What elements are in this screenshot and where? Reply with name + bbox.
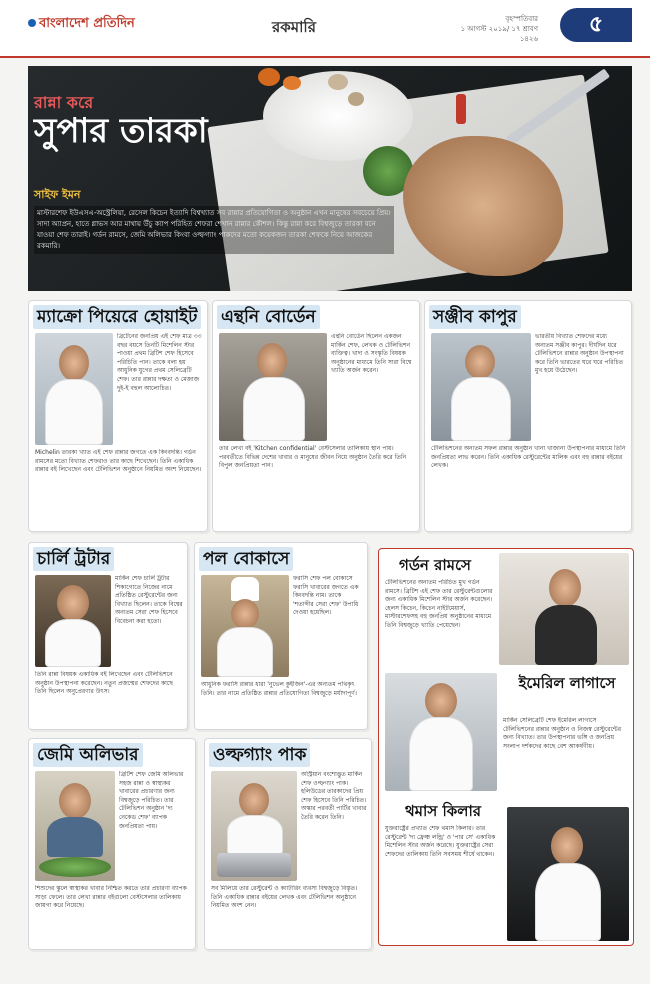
chef-text-lagasse: মার্কিন সেলিব্রেটি শেফ ইমেরিল লাগাসে টেলিভিশনের রান্নার অনুষ্ঠান ও নিজস্ব রেস্টুরেন্টের জন্য বিখ্যাত। তার উপস্থাপনার ভঙ্গি ও জনপ্রিয় সংলাপ দর্শকদের কাছে বেশ আকর্ষণীয়।: [503, 717, 622, 750]
chef-text-bottom: Michelin তারকা খ্যাত এই শেফ রান্নার জগতে এক কিংবদন্তি। গর্ডন রামসের মতো বিখ্যাত শেফরাও তার কাছে শিখেছেন। তিনি একাধিক রান্নার বই লিখেছেন এবং টেলিভিশন অনুষ্ঠানে নিয়মিত অংশ নিয়েছেন।: [35, 449, 202, 474]
chef-card-mpw: [28, 300, 208, 532]
chef-coat: [243, 377, 305, 441]
masthead: [0, 0, 650, 58]
chef-face: [57, 585, 89, 621]
chef-shirt: [47, 817, 103, 857]
chef-photo-mpw: [35, 333, 113, 445]
chef-name: পল বোকাসে: [199, 547, 293, 571]
chef-face: [231, 599, 259, 629]
chef-face: [465, 345, 495, 379]
chef-card-kapoor: [424, 300, 632, 532]
chef-text-side: এন্থনি বোর্ডেন ছিলেন একজন মার্কিন শেফ, লেখক ও টেলিভিশন ব্যক্তিত্ব। খাদ্য ও সংস্কৃতি বিষয়ক অনুষ্ঠানের মাধ্যমে তিনি সারা বিশ্বে খ্যাতি অর্জন করেন।: [331, 333, 412, 375]
chef-name: চার্লি ট্রটার: [33, 547, 114, 571]
hero-intro: মাস্টারশেফ ইউএসএ-অস্ট্রেলিয়া, রেসেল কিচেন ইত্যাদি বিশ্বখ্যাত সব রান্নার প্রতিযোগিতা ও অনুষ্ঠান এখন মানুষের সবচেয়ে প্রিয়। সাদা অ্যাপ্রন, হাতে গ্লাভস আর মাথায় উঁচু ক্যাপ পরিহিত শেফরা শেখান রান্নার কৌশল। কিন্তু রান্না করে বিশ্বজুড়ে তারকা বনে যাওয়া শেফ তারাই। গর্ডন রামসে, জেমি অলিভার কিংবা ওল্ফগ্যাং পাকদের মতো কয়েকজন তারকা শেফকে নিয়ে আজকের রকমারি।: [34, 206, 394, 254]
chef-text-side: ব্রিটেনের জনপ্রিয় এই শেফ মাত্র ৩৩ বছর বয়সে তিনটি মিশেলিন স্টার পাওয়া প্রথম ব্রিটিশ শেফ হিসেবে পরিচিতি পান। তাকে বলা হয় আধুনিক যুগের প্রথম সেলিব্রেটি শেফ। তার রান্নার দক্ষতা ও মেজাজ দুই-ই বহুল আলোচিত।: [117, 333, 202, 392]
chef-photo-ramsay: [499, 553, 629, 665]
chef-coat: [227, 815, 283, 855]
chef-photo-lagasse: [385, 673, 497, 791]
featured-chefs-box: [378, 548, 634, 946]
chef-coat: [451, 377, 511, 441]
chili-image: [456, 94, 466, 124]
chef-hat: [231, 577, 259, 601]
cookware-image: [217, 853, 291, 877]
chef-text-bottom: টেলিভিশনের অন্যতম সফল রান্নার অনুষ্ঠান খানা খাজানা উপস্থাপনার মাধ্যমে তিনি জনপ্রিয়তা লাভ করেন। তিনি একাধিক রেস্টুরেন্টের মালিক এবং বহু রান্নার বইয়ের লেখক।: [431, 445, 626, 470]
dateline: [448, 14, 538, 44]
chef-text-side: অস্ট্রিয়ান বংশোদ্ভূত মার্কিন শেফ ওল্ফগ্যাং পাক। হলিউডের তারকাদের প্রিয় শেফ হিসেবে তিনি পরিচিত। অস্কার পরবর্তী পার্টির খাবার তৈরি করেন তিনি।: [301, 771, 367, 821]
chef-face: [425, 683, 457, 719]
date-full: ১ আগস্ট ২০১৯/ ১৭ শ্রাবণ ১৪২৬: [460, 25, 538, 43]
hero-title: সুপার তারকা: [34, 111, 208, 151]
chef-photo-trotter: [35, 575, 111, 667]
chef-photo-keller: [507, 807, 629, 941]
chef-card-bocuse: [194, 542, 368, 730]
chef-text-ramsay: টেলিভিশনের অন্যতম পরিচিত মুখ গর্ডন রামসে। ব্রিটিশ এই শেফ তার রেস্টুরেন্টগুলোর জন্য একাধিক মিশেলিন স্টার অর্জন করেছেন। হেলস কিচেন, কিচেন নাইটমেয়ার্স, মাস্টারশেফসহ বহু জনপ্রিয় অনুষ্ঠানের মাধ্যমে তিনি বিশ্বজুড়ে খ্যাতি পেয়েছেন।: [385, 579, 493, 629]
hero-kicker: রান্না করে: [34, 93, 94, 112]
chef-text-side: ভারতীয় বিখ্যাত শেফদের মধ্যে অন্যতম সঞ্জীব কাপুর। দীর্ঘদিন ধরে টেলিভিশনে রান্নার অনুষ্ঠান উপস্থাপনা করে তিনি ভারতের ঘরে ঘরে পরিচিত মুখ হয়ে উঠেছেন।: [535, 333, 624, 375]
logo-text: বাংলাদেশ প্রতিদিন: [39, 16, 135, 31]
chef-card-trotter: [28, 542, 188, 730]
chef-name: থমাস কিলার: [404, 802, 482, 820]
chef-coat: [45, 619, 101, 667]
newspaper-logo[interactable]: [28, 14, 135, 35]
chef-name: সঞ্জীব কাপুর: [429, 305, 521, 329]
chef-photo-puck: [211, 771, 297, 881]
chef-text-bottom: তিনি রান্না বিষয়ক একাধিক বই লিখেছেন এবং টেলিভিশনে অনুষ্ঠান উপস্থাপনা করেছেন। নতুন প্রজন্মের শেফদের কাছে তিনি ছিলেন অনুপ্রেরণার উৎস।: [35, 671, 173, 696]
chef-coat: [45, 379, 103, 445]
vegetables-image: [39, 857, 111, 877]
chef-face: [549, 569, 581, 607]
chef-text-bottom: শিশুদের স্কুলে স্বাস্থ্যকর খাবার নিশ্চিত করতে তার প্রচারণা ব্যাপক সাড়া ফেলে। তার লেখা রান্নার বইগুলো বেস্টসেলার তালিকায় জায়গা করে নিয়েছে।: [35, 885, 187, 910]
hero-byline: সাইফ ইমন: [34, 188, 81, 201]
chef-face: [239, 783, 269, 817]
hero-banner: [28, 66, 632, 291]
chef-face: [59, 783, 91, 819]
chef-text-keller: যুক্তরাষ্ট্রের প্রখ্যাত শেফ থমাস কিলার। তার রেস্টুরেন্ট 'দ্য ফ্রেঞ্চ লন্ড্রি' ও 'পার সে' একাধিক মিশেলিন স্টার অর্জন করেছে। যুক্তরাষ্ট্রের সেরা শেফদের তালিকায় তিনি সবসময় শীর্ষে থাকেন।: [385, 825, 496, 858]
chef-face: [551, 827, 583, 865]
chef-text-side: ফরাসি শেফ পল বোকাসে ফরাসি খাবারের জগতে এক কিংবদন্তি নাম। তাকে 'শতাব্দীর সেরা শেফ' উপাধি দেওয়া হয়েছিল।: [293, 575, 359, 617]
chef-text-side: মার্কিন শেফ চার্লি ট্রটার শিকাগোতে নিজের নামে প্রতিষ্ঠিত রেস্টুরেন্টের জন্য বিখ্যাত ছিলেন। তাকে বিশ্বের অন্যতম সেরা শেফ হিসেবে বিবেচনা করা হতো।: [115, 575, 183, 625]
mushroom-image: [348, 92, 364, 106]
chef-name: এন্থনি বোর্ডেন: [217, 305, 320, 329]
chef-coat: [409, 717, 473, 791]
chef-face: [257, 343, 287, 379]
chef-photo-bocuse: [201, 575, 289, 677]
chef-face: [59, 345, 89, 381]
chef-coat: [217, 627, 273, 677]
chef-card-oliver: [28, 738, 196, 950]
chef-photo-kapoor: [431, 333, 531, 441]
date-day: বৃহস্পতিবার: [505, 15, 538, 23]
chef-photo-oliver: [35, 771, 115, 881]
chef-text-bottom: তার লেখা বই 'Kitchen confidential' বেস্টসেলার তালিকায় স্থান পায়। পরবর্তীতে বিভিন্ন দেশের খাবার ও মানুষের জীবন নিয়ে অনুষ্ঠান তৈরি করে তিনি বিপুল জনপ্রিয়তা পান।: [219, 445, 407, 470]
chef-jacket: [535, 605, 597, 665]
chef-name: জেমি অলিভার: [33, 743, 143, 767]
chef-name: ওল্ফগ্যাং পাক: [209, 743, 310, 767]
chef-photo-bourdain: [219, 333, 327, 441]
chef-name-text: ইমেরিল লাগাসে: [518, 674, 616, 692]
chef-card-puck: [204, 738, 372, 950]
carrot-image: [283, 76, 301, 90]
chef-name: ম্যাক্রো পিয়েরে হোয়াইট: [33, 305, 201, 329]
chef-text-bottom: আধুনিক ফরাসি রান্নার ধারা 'নুভেল কুইজিন'-এর অন্যতম পথিকৃৎ তিনি। তার নামে প্রতিষ্ঠিত রান্নার প্রতিযোগিতা বিশ্বজুড়ে মর্যাদাপূর্ণ।: [201, 681, 357, 697]
chef-name: গর্ডন রামসে: [399, 556, 471, 574]
mushroom-image: [328, 74, 348, 90]
chef-text-side: ব্রিটিশ শেফ জেমি অলিভার সহজ রান্না ও স্বাস্থ্যকর খাবারের প্রচারণার জন্য বিশ্বজুড়ে পরিচিত। তার টেলিভিশন অনুষ্ঠান 'দ্য নেকেড শেফ' ব্যাপক জনপ্রিয়তা পায়।: [119, 771, 184, 830]
logo-mark-icon: [28, 19, 36, 27]
carrot-image: [258, 68, 280, 86]
chef-coat: [535, 863, 601, 941]
chef-name: [507, 673, 627, 693]
page-number: ৫: [560, 8, 632, 42]
chef-text-bottom: সব মিলিয়ে তার রেস্টুরেন্ট ও ক্যাটারিং ব্যবসা বিশ্বজুড়ে বিস্তৃত। তিনি একাধিক রান্নার বইয়ের লেখক এবং টেলিভিশন অনুষ্ঠানে নিয়মিত অংশ নেন।: [211, 885, 358, 910]
section-title: রকমারি: [272, 18, 316, 36]
chef-card-bourdain: [212, 300, 420, 532]
